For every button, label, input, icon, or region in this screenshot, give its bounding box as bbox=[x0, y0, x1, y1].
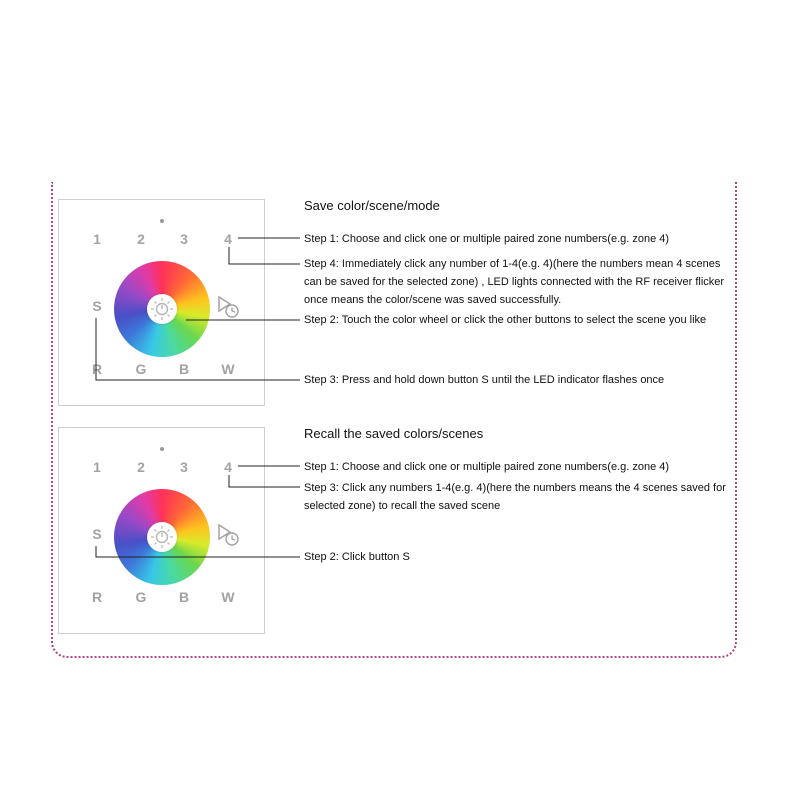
b-button[interactable]: B bbox=[178, 361, 190, 377]
s-button[interactable]: S bbox=[92, 526, 102, 542]
w-button[interactable]: W bbox=[221, 361, 235, 377]
g-button[interactable]: G bbox=[135, 361, 147, 377]
recall-section-title: Recall the saved colors/scenes bbox=[304, 426, 484, 441]
zone-1-button[interactable]: 1 bbox=[93, 459, 101, 475]
zone-3-button[interactable]: 3 bbox=[180, 459, 188, 475]
zone-2-button[interactable]: 2 bbox=[137, 231, 145, 247]
w-button[interactable]: W bbox=[221, 589, 235, 605]
save-step-1: Step 1: Choose and click one or multiple paired zone numbers(e.g. zone 4) bbox=[304, 233, 670, 245]
b-button[interactable]: B bbox=[178, 589, 190, 605]
recall-step-3: Step 3: Click any numbers 1-4(e.g. 4)(here the numbers means the 4 scenes saved for selected zone) to recall the saved scene bbox=[304, 482, 726, 512]
zone-3-button[interactable]: 3 bbox=[180, 231, 188, 247]
r-button[interactable]: R bbox=[91, 361, 103, 377]
save-step-3: Step 3: Press and hold down button S until the LED indicator flashes once bbox=[304, 374, 665, 386]
zone-4-button[interactable]: 4 bbox=[224, 231, 232, 247]
zone-2-button[interactable]: 2 bbox=[137, 459, 145, 475]
zone-4-button[interactable]: 4 bbox=[224, 459, 232, 475]
zone-1-button[interactable]: 1 bbox=[93, 231, 101, 247]
g-button[interactable]: G bbox=[135, 589, 147, 605]
save-section-title: Save color/scene/mode bbox=[304, 198, 440, 213]
save-step-2: Step 2: Touch the color wheel or click the other buttons to select the scene you like bbox=[304, 314, 707, 326]
save-step-4: Step 4: Immediately click any number of 1-4(e.g. 4)(here the numbers mean 4 scenes can be saved for the selected zone) , LED lights connected with the RF receiver flicker once means the color/scene was saved successfully. bbox=[304, 258, 725, 306]
r-button[interactable]: R bbox=[91, 589, 103, 605]
recall-step-1: Step 1: Choose and click one or multiple paired zone numbers(e.g. zone 4) bbox=[304, 461, 670, 473]
recall-step-2: Step 2: Click button S bbox=[304, 551, 410, 563]
s-button[interactable]: S bbox=[92, 298, 102, 314]
